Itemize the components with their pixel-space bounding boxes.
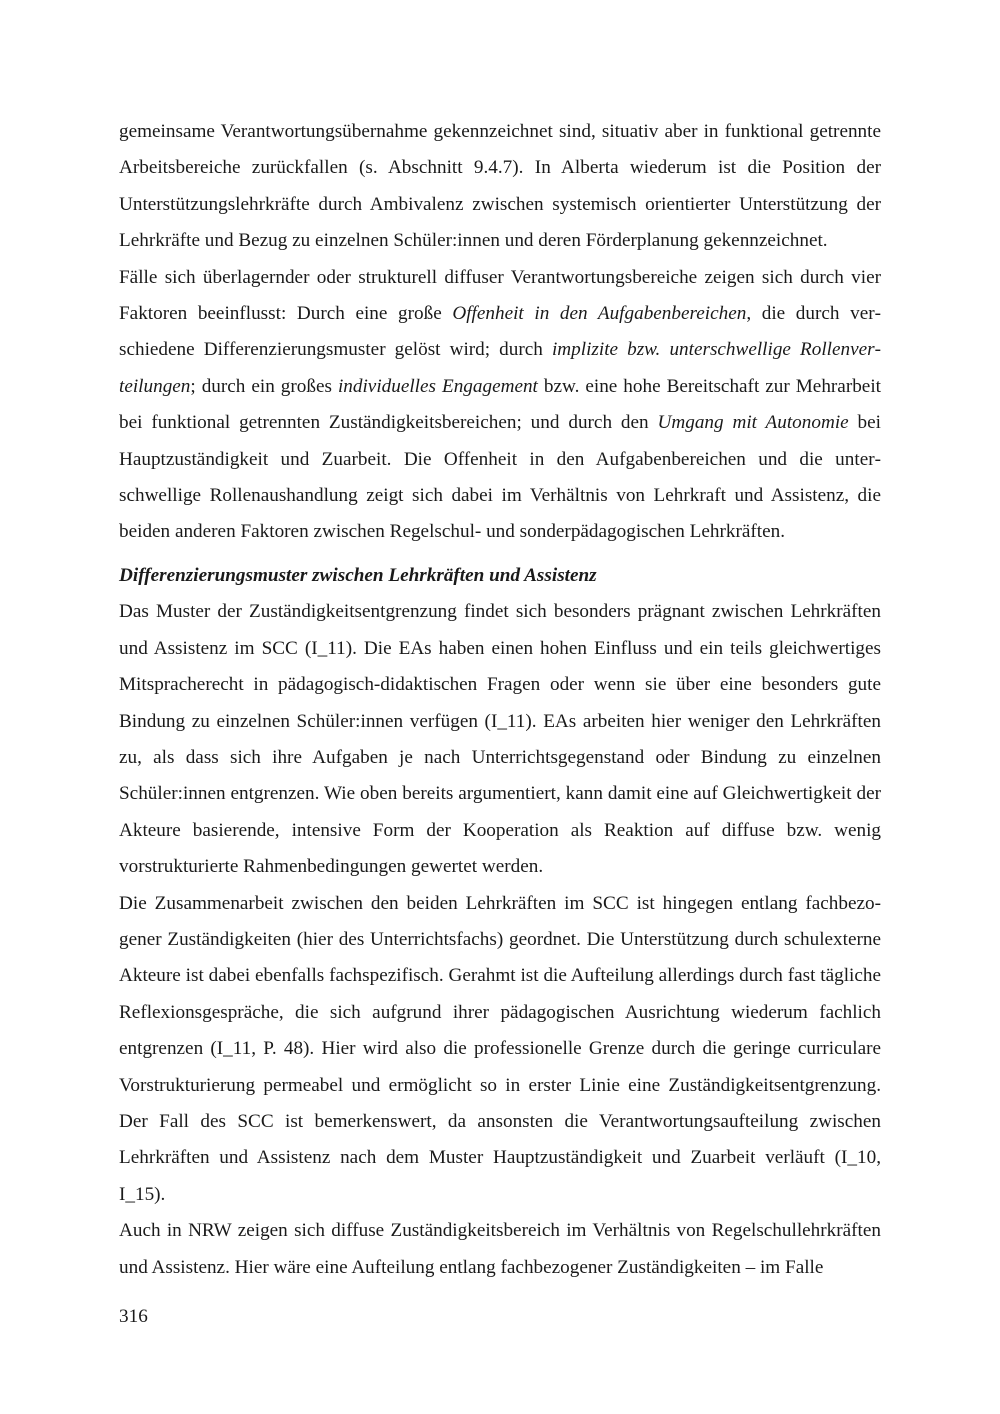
paragraph-2-text-2: , die durch verschiedene Differenzierungsmuster gelöst wird; durch bbox=[119, 303, 881, 361]
paragraph-2-text-3: ; durch ein großes bbox=[190, 375, 338, 397]
section-heading: Differenzierungsmuster zwischen Lehrkräften und Assistenz bbox=[119, 564, 597, 586]
emphasis-rollenverteilungen: implizite bzw. unterschwellige Rollenverteilungen bbox=[119, 339, 881, 397]
emphasis-autonomie: Umgang mit Autonomie bbox=[657, 412, 849, 434]
body-text bbox=[119, 114, 881, 1286]
paragraph-2-text-4: bzw. eine hohe Bereitschaft zur Mehrarbeit bei funktional getrennten Zuständigkeitsbereichen; und durch den bbox=[119, 375, 881, 434]
paragraph-5: Auch in NRW zeigen sich diffuse Zuständigkeitsbereich im Verhältnis von Regelschullehrkräften und Assistenz. Hier wäre eine Aufteilung entlang fachbezogener Zuständigkeiten – im Falle bbox=[119, 1220, 881, 1278]
paragraph-2-text-5: bei Hauptzuständigkeit und Zuarbeit. Die Offenheit in den Aufgabenbereichen und die unterschwellige Rollenaushandlung zeigt sich dabei im Verhältnis von Lehrkraft und Assistenz, die beiden anderen Faktoren zwischen Regelschul- und sonderpädagogischen Lehrkräften. bbox=[119, 412, 881, 543]
emphasis-engagement: individuelles Engagement bbox=[337, 375, 538, 397]
paragraph-4: Die Zusammenarbeit zwischen den beiden Lehrkräften im SCC ist hingegen entlang fachbezogener Zuständigkeiten (hier des Unterrichtsfachs) geordnet. Die Unterstützung durch schulexterne Akteure ist dabei ebenfalls fachspezifisch. Gerahmt ist die Aufteilung allerdings durch fast tägliche Reflexionsgespräche, die sich aufgrund ihrer pädagogischen Ausrichtung wiederum fachlich entgrenzen (I_11, P. 48). Hier wird also die professionelle Grenze durch die geringe curriculare Vorstrukturierung permeabel und ermöglicht so in erster Linie eine Zuständigkeitsentgrenzung. Der Fall des SCC ist bemerkenswert, da ansonsten die Verantwortungsaufteilung zwischen Lehrkräften und Assistenz nach dem Muster Hauptzuständigkeit und Zuarbeit verläuft (I_10, I_15). bbox=[119, 892, 881, 1205]
paragraph-1: gemeinsame Verantwortungsübernahme gekennzeichnet sind, situativ aber in funktional getrennte Arbeitsbereiche zurückfallen (s. Abschnitt 9.4.7). In Alberta wiederum ist die Position der Unterstützungslehrkräfte durch Ambivalenz zwischen systemisch orientierter Unterstützung der Lehrkräfte und Bezug zu einzelnen Schüler:innen und deren Förderplanung gekennzeichnet. bbox=[119, 121, 881, 252]
page-number: 316 bbox=[119, 1306, 148, 1327]
emphasis-offenheit: Offenheit in den Aufgabenbereichen bbox=[452, 303, 747, 325]
paragraph-2 bbox=[119, 260, 881, 551]
paragraph-2-text-1: Fälle sich überlagernder oder strukturell diffuser Verantwortungsbereiche zeigen sich durch vier Faktoren beeinflusst: Durch eine große bbox=[119, 266, 881, 325]
paragraph-3: Das Muster der Zuständigkeitsentgrenzung findet sich besonders prägnant zwischen Lehrkräften und Assistenz im SCC (I_11). Die EAs haben einen hohen Einfluss und ein teils gleichwertiges Mitspracherecht in pädagogisch-didaktischen Fragen oder wenn sie über eine besonders gute Bindung zu einzelnen Schüler:innen verfügen (I_11). EAs arbeiten hier weniger den Lehrkräften zu, als dass sich ihre Aufgaben je nach Unterrichtsgegenstand oder Bindung zu einzelnen Schüler:innen entgrenzen. Wie oben bereits argumentiert, kann damit eine auf Gleichwertigkeit der Akteure basierende, intensive Form der Kooperation als Reaktion auf diffuse bzw. wenig vorstrukturierte Rahmenbedingungen gewertet werden. bbox=[119, 601, 881, 878]
